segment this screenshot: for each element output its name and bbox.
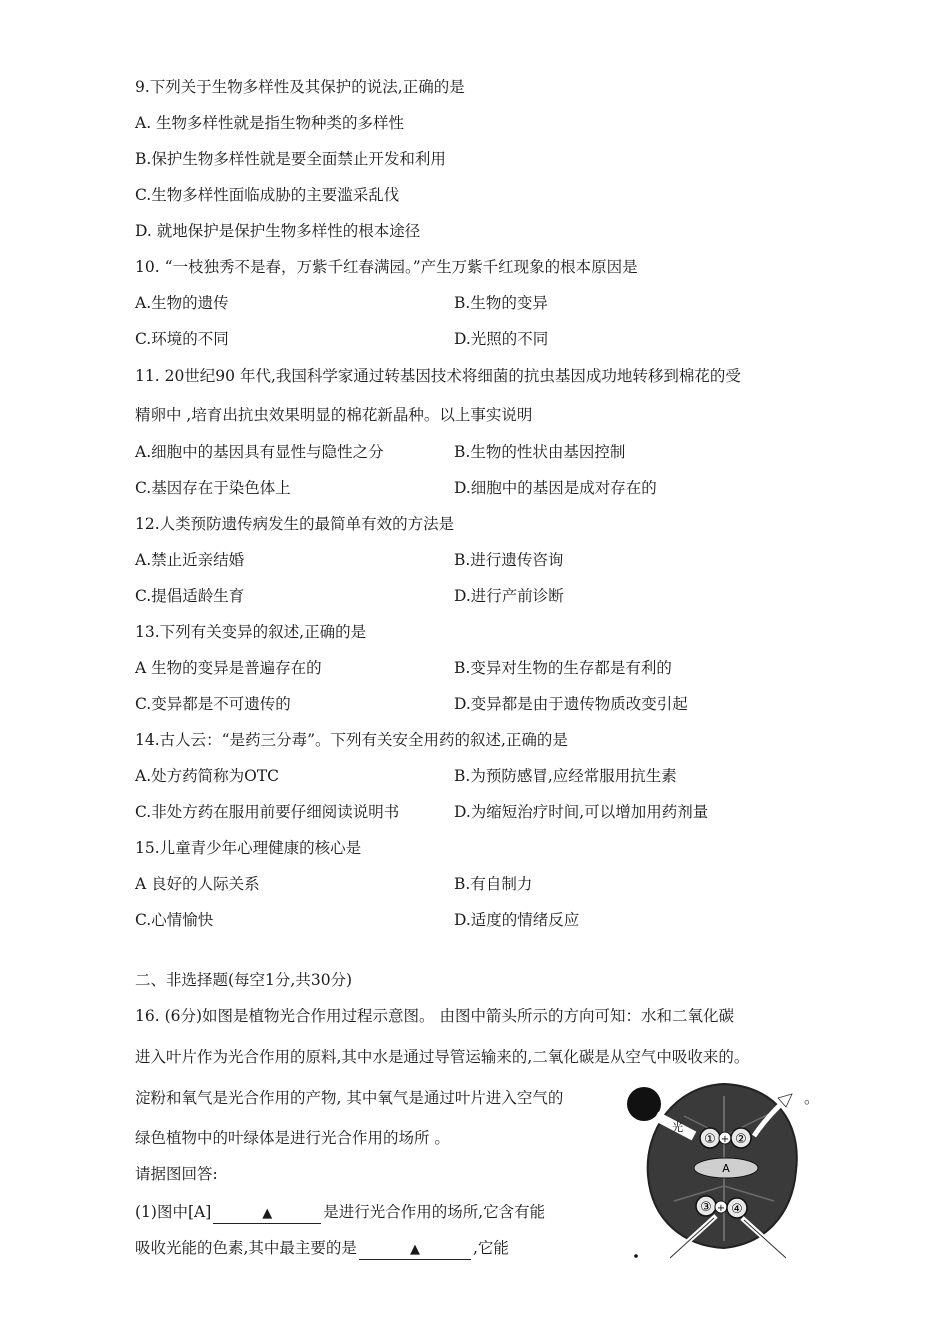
answer-blank-2[interactable] bbox=[359, 1239, 471, 1260]
label-a: A bbox=[722, 1162, 730, 1175]
q10-option-c: C.环境的不同 bbox=[135, 330, 229, 348]
q16-sub1b-prefix: 吸收光能的色素,其中最主要的是 bbox=[135, 1239, 357, 1257]
q10-option-b: B.生物的变异 bbox=[454, 294, 548, 312]
q12-option-a: A.禁止近亲结婚 bbox=[135, 551, 245, 569]
section2-heading: 二、非选择题(每空1分,共30分) bbox=[135, 971, 353, 989]
q12-option-b: B.进行遗传咨询 bbox=[454, 551, 564, 569]
label-1: ① bbox=[704, 1132, 716, 1147]
q13-option-b: B.变异对生物的生存都是有利的 bbox=[454, 659, 672, 677]
dot-mark bbox=[634, 1254, 638, 1258]
q14-stem: 14.古人云：“是药三分毒”。下列有关安全用药的叙述,正确的是 bbox=[135, 731, 568, 749]
q10-option-a: A.生物的遗传 bbox=[135, 294, 229, 312]
q16-sub1-line bbox=[135, 1202, 545, 1224]
plus-sign-top: + bbox=[720, 1134, 730, 1145]
q11-option-a: A.细胞中的基因具有显性与隐性之分 bbox=[135, 443, 384, 461]
q15-option-d: D.适度的情绪反应 bbox=[454, 911, 580, 929]
q16-line4: 绿色植物中的叶绿体是进行光合作用的场所 。 bbox=[135, 1129, 450, 1147]
q12-option-d: D.进行产前诊断 bbox=[454, 587, 564, 605]
q14-option-b: B.为预防感冒,应经常服用抗生素 bbox=[454, 767, 677, 785]
q13-option-d: D.变异都是由于遗传物质改变引起 bbox=[454, 695, 688, 713]
q16-sub1-prefix: (1)图中[A] bbox=[135, 1203, 212, 1221]
q16-line3: 淀粉和氧气是光合作用的产物, 其中氧气是通过叶片进入空气的 bbox=[135, 1089, 564, 1107]
q12-stem: 12.人类预防遗传病发生的最简单有效的方法是 bbox=[135, 515, 455, 533]
q15-option-a: A 良好的人际关系 bbox=[135, 875, 260, 893]
light-label: 光 bbox=[672, 1121, 683, 1134]
q15-option-b: B.有自制力 bbox=[454, 875, 533, 893]
label-3: ③ bbox=[700, 1200, 712, 1215]
q14-option-a: A.处方药简称为OTC bbox=[135, 767, 280, 785]
label-4: ④ bbox=[731, 1202, 743, 1217]
q15-option-c: C.心情愉快 bbox=[135, 911, 214, 929]
q11-option-c: C.基因存在于染色体上 bbox=[135, 479, 291, 497]
q16-line3-end: 。 bbox=[804, 1089, 820, 1107]
q15-stem: 15.儿童青少年心理健康的核心是 bbox=[135, 839, 362, 857]
q16-prompt: 请据图回答: bbox=[135, 1165, 218, 1183]
q9-option-d: D. 就地保护是保护生物多样性的根本途径 bbox=[135, 222, 421, 240]
q16-sub1-suffix: 是进行光合作用的场所,它含有能 bbox=[323, 1203, 546, 1221]
q13-option-a: A 生物的变异是普遍存在的 bbox=[135, 659, 322, 677]
q14-option-c: C.非处方药在服用前要仔细阅读说明书 bbox=[135, 803, 400, 821]
q13-option-c: C.变异都是不可遗传的 bbox=[135, 695, 291, 713]
sun-icon bbox=[627, 1087, 661, 1121]
q11-stem-line2: 精卵中 ,培育出抗虫效果明显的棉花新晶种。以上事实说明 bbox=[135, 406, 533, 424]
q12-option-c: C.提倡适龄生育 bbox=[135, 587, 245, 605]
label-2: ② bbox=[735, 1132, 747, 1147]
q9-option-c: C.生物多样性面临成胁的主要滥采乱伐 bbox=[135, 186, 400, 204]
plus-sign-bottom: + bbox=[716, 1203, 726, 1214]
q11-option-d: D.细胞中的基因是成对存在的 bbox=[454, 479, 657, 497]
photosynthesis-leaf-figure bbox=[624, 1076, 824, 1262]
q10-option-d: D.光照的不同 bbox=[454, 330, 549, 348]
q9-option-a: A. 生物多样性就是指生物种类的多样性 bbox=[135, 114, 405, 132]
q16-sub1b-line bbox=[135, 1238, 509, 1260]
q11-option-b: B.生物的性状由基因控制 bbox=[454, 443, 626, 461]
q9-option-b: B.保护生物多样性就是要全面禁止开发和利用 bbox=[135, 150, 446, 168]
q11-stem-line1: 11. 20世纪90 年代,我国科学家通过转基因技术将细菌的抗虫基因成功地转移到棉花的受 bbox=[135, 367, 741, 385]
q16-sub1b-suffix: ,它能 bbox=[472, 1239, 509, 1257]
q10-stem: 10. “一枝独秀不是春，万紫千红春满园。”产生万紫千红现象的根本原因是 bbox=[135, 258, 638, 276]
triangle-marker: ▲ bbox=[262, 1206, 273, 1221]
q16-line2: 进入叶片作为光合作用的原料,其中水是通过导管运输来的,二氧化碳是从空气中吸收来的。 bbox=[135, 1048, 750, 1066]
triangle-marker: ▲ bbox=[409, 1242, 420, 1257]
q14-option-d: D.为缩短治疗时间,可以增加用药剂量 bbox=[454, 803, 709, 821]
q13-stem: 13.下列有关变异的叙述,正确的是 bbox=[135, 623, 367, 641]
answer-blank-1[interactable] bbox=[213, 1203, 321, 1224]
q9-stem: 9.下列关于生物多样性及其保护的说法,正确的是 bbox=[135, 78, 465, 96]
q16-line1: 16. (6分)如图是植物光合作用过程示意图。 由图中箭头所示的方向可知：水和二氧化碳 bbox=[135, 1007, 734, 1025]
